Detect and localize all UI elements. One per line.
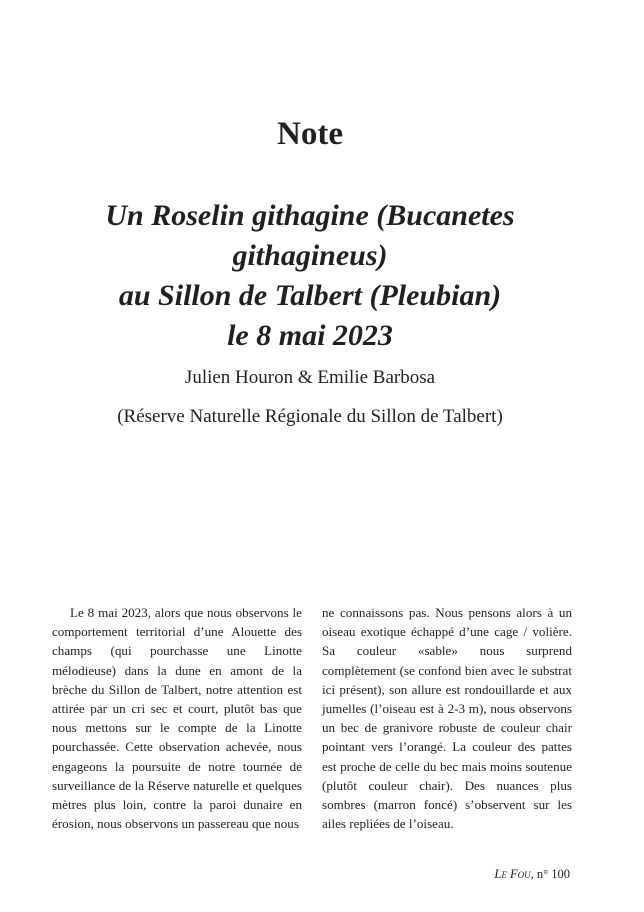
authors: Julien Houron & Emilie Barbosa	[184, 367, 436, 388]
page-footer	[494, 866, 570, 882]
section-title: Note	[277, 116, 343, 152]
article-title-line-3: le 8 mai 2023	[227, 319, 393, 352]
article-title	[40, 196, 580, 356]
article-title-line-1: Un Roselin githagine (Bucanetes githagineus)	[105, 199, 515, 272]
issue-number: , n° 100	[530, 867, 570, 881]
body-paragraph-left: Le 8 mai 2023, alors que nous observons le comportement territorial d’une Alouette des champs (qui pourchasse une Linotte mélodieuse) dans la dune en amont de la brèche du Sillon de Talbert, notre attention est attirée par un cri sec et court, plutôt bas que nous mettons sur le compte de la Linotte pourchassée. Cette observation achevée, nous engageons la poursuite de notre tournée de surveillance de la Réserve naturelle et quelques mètres plus loin, contre la paroi dunaire en érosion, nous observons un passereau que nous	[52, 605, 302, 832]
affiliation: (Réserve Naturelle Régionale du Sillon de Talbert)	[117, 406, 503, 427]
body-paragraph-right: ne connaissons pas. Nous pensons alors à un oiseau exotique échappé d’une cage / volière. Sa couleur «sable» nous surprend complètement (se confond bien avec le substrat ici présent), son allure est rondouillarde et aux jumelles (l’oiseau est à 2-3 m), nous observons un bec de granivore robuste de couleur chair pointant vers l’orangé. La couleur des pattes est proche de celle du bec mais moins soutenue (plutôt couleur chair). Des nuances plus sombres (marron foncé) s’observent sur les ailes repliées de l’oiseau.	[322, 605, 572, 832]
body-columns	[52, 603, 572, 833]
journal-name: Le Fou	[494, 867, 531, 881]
body-column-right	[322, 603, 572, 833]
article-title-line-2: au Sillon de Talbert (Pleubian)	[118, 279, 502, 312]
body-column-left	[52, 603, 302, 833]
